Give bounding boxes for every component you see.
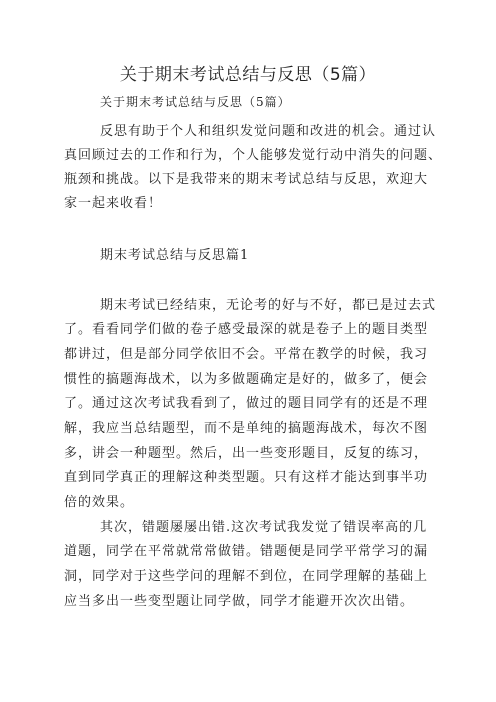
- document-title: 关于期末考试总结与反思（5篇）: [119, 65, 377, 85]
- paragraph-line: 瓶颈和挑战。以下是我带来的期末考试总结与反思，欢迎大: [64, 172, 429, 187]
- paragraph-line: 都讲过，但是部分同学依旧不会。平常在教学的时候，我习: [64, 347, 429, 362]
- paragraph-line: 家一起来收看！: [64, 196, 163, 211]
- paragraph-line: 其次，错题屡屡出错.这次考试我发觉了错误率高的几: [100, 520, 428, 535]
- paragraph-line: 解，我应当总结题型，而不是单纯的搞题海战术，每次不图: [64, 421, 429, 436]
- paragraph-line: 洞，同学对于这些学问的理解不到位，在同学理解的基础上: [64, 569, 429, 584]
- paragraph-line: 真回顾过去的工作和行为，个人能够发觉行动中消失的问题、: [64, 148, 443, 163]
- paragraph-line: 多，讲会一种题型。然后，出一些变形题目，反复的练习，: [64, 446, 429, 461]
- paragraph-line: 了。通过这次考试我看到了，做过的题目同学有的还是不理: [64, 396, 429, 411]
- paragraph-line: 道题，同学在平常就常常做错。错题便是同学平常学习的漏: [64, 544, 429, 559]
- paragraph-line: 倍的效果。: [64, 495, 135, 510]
- section-heading: 期末考试总结与反思篇1: [100, 248, 250, 263]
- paragraph-line: 直到同学真正的理解这种类型题。只有这样才能达到事半功: [64, 470, 429, 485]
- paragraph-line: 惯性的搞题海战术，以为多做题确定是好的，做多了，便会: [64, 372, 429, 387]
- paragraph-line: 反思有助于个人和组织发觉问题和改进的机会。通过认: [100, 124, 437, 139]
- paragraph-line: 期末考试已经结束，无论考的好与不好，都已是过去式: [100, 298, 437, 313]
- subtitle-line: 关于期末考试总结与反思（5篇）: [100, 95, 291, 109]
- paragraph-line: 了。看看同学们做的卷子感受最深的就是卷子上的题目类型: [64, 322, 429, 337]
- paragraph-line: 应当多出一些变型题让同学做，同学才能避开次次出错。: [64, 594, 415, 609]
